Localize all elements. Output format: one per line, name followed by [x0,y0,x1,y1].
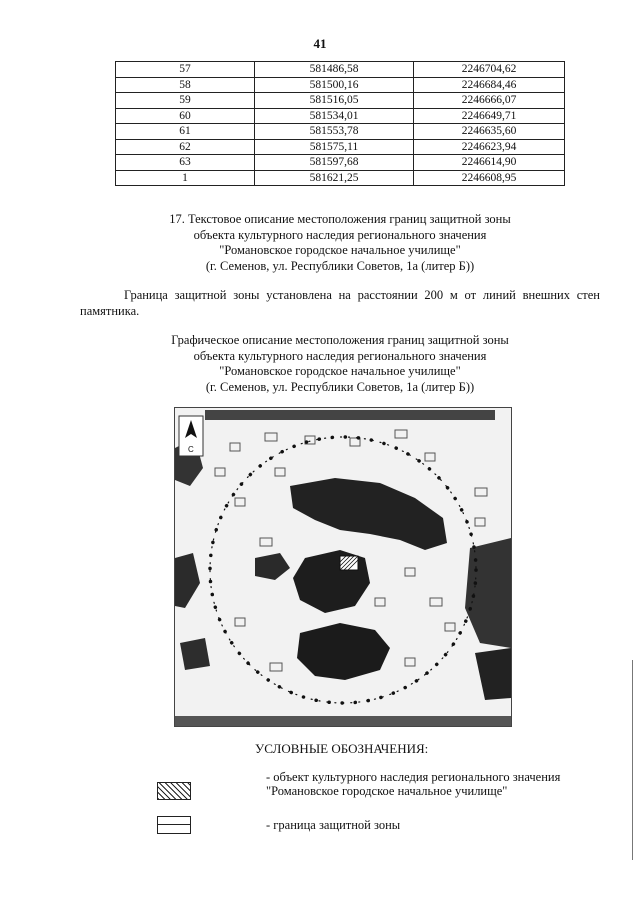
svg-text:C: C [188,445,194,454]
section-17-line-3: "Романовское городское начальное училище" [219,243,461,257]
north-arrow-icon [179,416,203,456]
top-building-strip [205,410,495,420]
point-number-cell: 1 [116,170,255,186]
table-row [116,62,565,78]
boundary-paragraph: Граница защитной зоны установлена на расстоянии 200 м от линий внешних стен памятника. [80,288,600,318]
section-17-heading [120,212,560,274]
point-number-cell: 63 [116,155,255,171]
section-17-line-1: 17. Текстовое описание местоположения границ защитной зоны [169,212,511,226]
legend-title: УСЛОВНЫЕ ОБОЗНАЧЕНИЯ: [255,741,429,756]
x-coordinate-cell: 581516,05 [255,93,414,109]
map-image [175,408,511,726]
section-17-line-2: объекта культурного наследия регионального значения [193,227,487,242]
point-number-cell: 61 [116,124,255,140]
point-number-cell: 58 [116,77,255,93]
table-row [116,93,565,109]
table-row [116,77,565,93]
x-coordinate-cell: 581500,16 [255,77,414,93]
y-coordinate-cell: 2246704,62 [414,62,565,78]
y-coordinate-cell: 2246649,71 [414,108,565,124]
graphic-line-4: (г. Семенов, ул. Республики Советов, 1а (литер Б)) [205,379,475,394]
monument-object [340,556,358,570]
point-number-cell: 57 [116,62,255,78]
point-number-cell: 59 [116,93,255,109]
graphic-line-2: объекта культурного наследия регионального значения [193,348,487,363]
x-coordinate-cell: 581597,68 [255,155,414,171]
y-coordinate-cell: 2246635,60 [414,124,565,140]
legend-zone-boundary-text: - граница защитной зоны [266,818,401,832]
legend-zone-boundary-symbol [157,816,191,834]
table-row [116,139,565,155]
x-coordinate-cell: 581534,01 [255,108,414,124]
y-coordinate-cell: 2246666,07 [414,93,565,109]
x-coordinate-cell: 581553,78 [255,124,414,140]
graphic-line-3: "Романовское городское начальное училище" [219,364,461,378]
table-row [116,124,565,140]
coordinates-table [115,61,565,186]
table-row [116,108,565,124]
tree-mass [180,638,210,670]
section-17-line-4: (г. Семенов, ул. Республики Советов, 1а (литер Б)) [205,258,475,273]
x-coordinate-cell: 581621,25 [255,170,414,186]
x-coordinate-cell: 581575,11 [255,139,414,155]
legend-heritage-object-symbol [157,782,191,800]
graphic-description-heading [120,333,560,395]
y-coordinate-cell: 2246684,46 [414,77,565,93]
table-row [116,170,565,186]
y-coordinate-cell: 2246608,95 [414,170,565,186]
graphic-line-1: Графическое описание местоположения границ защитной зоны [171,333,509,347]
bottom-strip [175,716,511,726]
point-number-cell: 62 [116,139,255,155]
x-coordinate-cell: 581486,58 [255,62,414,78]
legend-heritage-object-text: - объект культурного наследия регионального значения "Романовское городское начальное училище" [266,770,561,798]
page-number: 41 [313,36,327,51]
page-edge-line [632,660,633,860]
y-coordinate-cell: 2246623,94 [414,139,565,155]
table-row [116,155,565,171]
y-coordinate-cell: 2246614,90 [414,155,565,171]
protection-zone-map [174,407,512,727]
point-number-cell: 60 [116,108,255,124]
